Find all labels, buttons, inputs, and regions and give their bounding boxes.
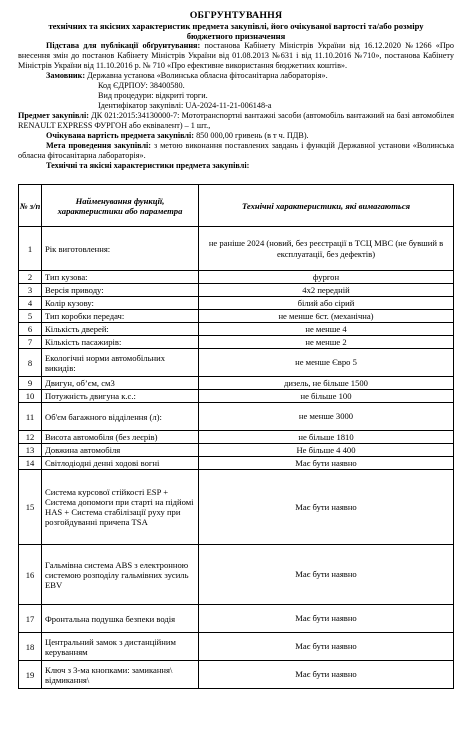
expected-cost-label: Очікувана вартість предмета закупівлі: [46,131,195,140]
row-parameter-name: Кількість пасажирів: [42,336,199,349]
purpose-label: Мета проведення закупівлі: [46,141,152,150]
basis-text: постанова Кабінету Міністрів України від 16.12.2020 №1266 «Про внесення змін до постанов Кабінету Міністрів України від 01.08.2013 №631 і від 11.10.2016 №710», постанова Кабінету Міністрів України від 11.10.2016 р. № 710 «Про ефективне використання бюджетних коштів». [18,41,454,70]
table-row [19,605,454,633]
procurement-id: Ідентифікатор закупівлі: UA-2024-11-21-006148-a [98,101,272,110]
specs-table-body [19,227,454,689]
row-parameter-name: Фронтальна подушка безпеки водія [42,605,199,633]
purpose-paragraph [18,141,454,161]
row-number: 17 [19,605,42,633]
row-required-value: не менше 3000 [199,403,454,431]
subject-text: ДК 021:2015:34130000-7: Мототранспортні вантажні засоби (автомобіль вантажний на базі автомобілея RENAULT EXPRESS ФУРГОН або еквівалент) – 1 шт., [18,111,454,130]
row-number: 13 [19,444,42,457]
row-number: 5 [19,310,42,323]
customer-label: Замовник: [46,71,86,80]
row-parameter-name: Система курсової стійкості ESP + Система допомоги при старті на підйомі HAS + Система стабілізації руху при розгойдуванні причепа TSA [42,470,199,545]
purpose-text: з метою виконання поставлених завдань і функцій Державної установи «Волинська обласна фітосанітарна лабораторія». [18,141,455,160]
row-required-value: не менше Євро 5 [199,349,454,377]
row-required-value: Має бути наявно [199,605,454,633]
row-number: 4 [19,297,42,310]
document-title: ОБГРУНТУВАННЯ [189,10,283,21]
table-row [19,545,454,605]
row-parameter-name: Двигун, об’єм, см3 [42,377,199,390]
table-row [19,403,454,431]
expected-cost-paragraph [18,131,454,141]
row-parameter-name: Кількість дверей: [42,323,199,336]
table-row [19,377,454,390]
row-number: 6 [19,323,42,336]
table-row [19,390,454,403]
row-required-value: Має бути наявно [199,661,454,689]
table-row [19,661,454,689]
row-required-value: не більше 1810 [199,431,454,444]
row-parameter-name: Центральний замок з дистанційним керуванням [42,633,199,661]
row-number: 10 [19,390,42,403]
table-row [19,444,454,457]
row-parameter-name: Потужність двигуна к.с.: [42,390,199,403]
row-number: 1 [19,227,42,271]
header-name: Найменування функції, характеристики або параметра [42,185,199,227]
header-num: № з/п [19,185,42,227]
specs-table [18,184,454,689]
document-page [18,0,454,689]
subject-paragraph [18,111,454,131]
row-parameter-name: Ключ з 3-ма кнопками: замикання\ відмикання\ [42,661,199,689]
row-parameter-name: Об'єм багажного відділення (л): [42,403,199,431]
table-row [19,336,454,349]
row-number: 7 [19,336,42,349]
basis-label: Підстава для публікації обґрунтування: [46,41,201,50]
row-required-value: не менше 6ст. (механічна) [199,310,454,323]
row-number: 11 [19,403,42,431]
table-row [19,284,454,297]
row-parameter-name: Гальмівна система ABS з електронною системою розподілу гальмівних зусиль EBV [42,545,199,605]
row-parameter-name: Тип коробки передач: [42,310,199,323]
row-required-value: Має бути наявно [199,545,454,605]
specs-heading: Технічні та якісні характеристики предмета закупівлі: [46,161,250,170]
row-number: 2 [19,271,42,284]
row-parameter-name: Колір кузову: [42,297,199,310]
row-parameter-name: Висота автомобіля (без леєрів) [42,431,199,444]
table-row [19,633,454,661]
row-number: 16 [19,545,42,605]
row-number: 8 [19,349,42,377]
customer-paragraph [18,71,454,81]
row-number: 14 [19,457,42,470]
row-number: 12 [19,431,42,444]
table-row [19,349,454,377]
row-required-value: Має бути наявно [199,633,454,661]
table-row [19,457,454,470]
header-value: Технічні характеристики, які вимагаються [199,185,454,227]
subject-label: Предмет закупівлі: [18,111,89,120]
row-required-value: білий або сірий [199,297,454,310]
row-parameter-name: Екологічні норми автомобільних викидів: [42,349,199,377]
expected-cost-text: 850 000,00 гривень (в т ч. ПДВ). [194,131,309,140]
row-required-value: дизель, не більше 1500 [199,377,454,390]
row-required-value: не більше 100 [199,390,454,403]
row-parameter-name: Тип кузова: [42,271,199,284]
customer-name: Державна установа «Волинська обласна фітосанітарна лабораторія». [85,71,328,80]
document-subtitle-1: технічних та якісних характеристик предмета закупівлі, його очікуваної вартості та/або розміру [48,21,424,31]
row-required-value: не менше 4 [199,323,454,336]
row-required-value: 4x2 передній [199,284,454,297]
row-number: 19 [19,661,42,689]
table-row [19,323,454,336]
basis-paragraph [18,41,454,71]
table-row [19,431,454,444]
row-required-value: фургон [199,271,454,284]
row-parameter-name: Версія приводу: [42,284,199,297]
row-required-value: Не більше 4 400 [199,444,454,457]
row-required-value: не менше 2 [199,336,454,349]
row-number: 9 [19,377,42,390]
row-required-value: Має бути наявно [199,457,454,470]
row-number: 3 [19,284,42,297]
document-subtitle-2: бюджетного призначення [186,31,286,41]
table-row [19,310,454,323]
row-parameter-name: Рік виготовлення: [42,227,199,271]
row-parameter-name: Світлодіодні денні ходові вогні [42,457,199,470]
row-parameter-name: Довжина автомобіля [42,444,199,457]
row-required-value: Має бути наявно [199,470,454,545]
row-number: 15 [19,470,42,545]
table-row [19,227,454,271]
procedure-type: Вид процедури: відкриті торги. [98,91,208,100]
row-required-value: не раніше 2024 (новий, без реєстрації в ТСЦ МВС (не бувший в експлуатації, без дефектів) [199,227,454,271]
table-row [19,271,454,284]
table-header-row [19,185,454,227]
row-number: 18 [19,633,42,661]
table-row [19,297,454,310]
table-row [19,470,454,545]
customer-edrpou: Код ЄДРПОУ: 38400580. [98,81,185,90]
